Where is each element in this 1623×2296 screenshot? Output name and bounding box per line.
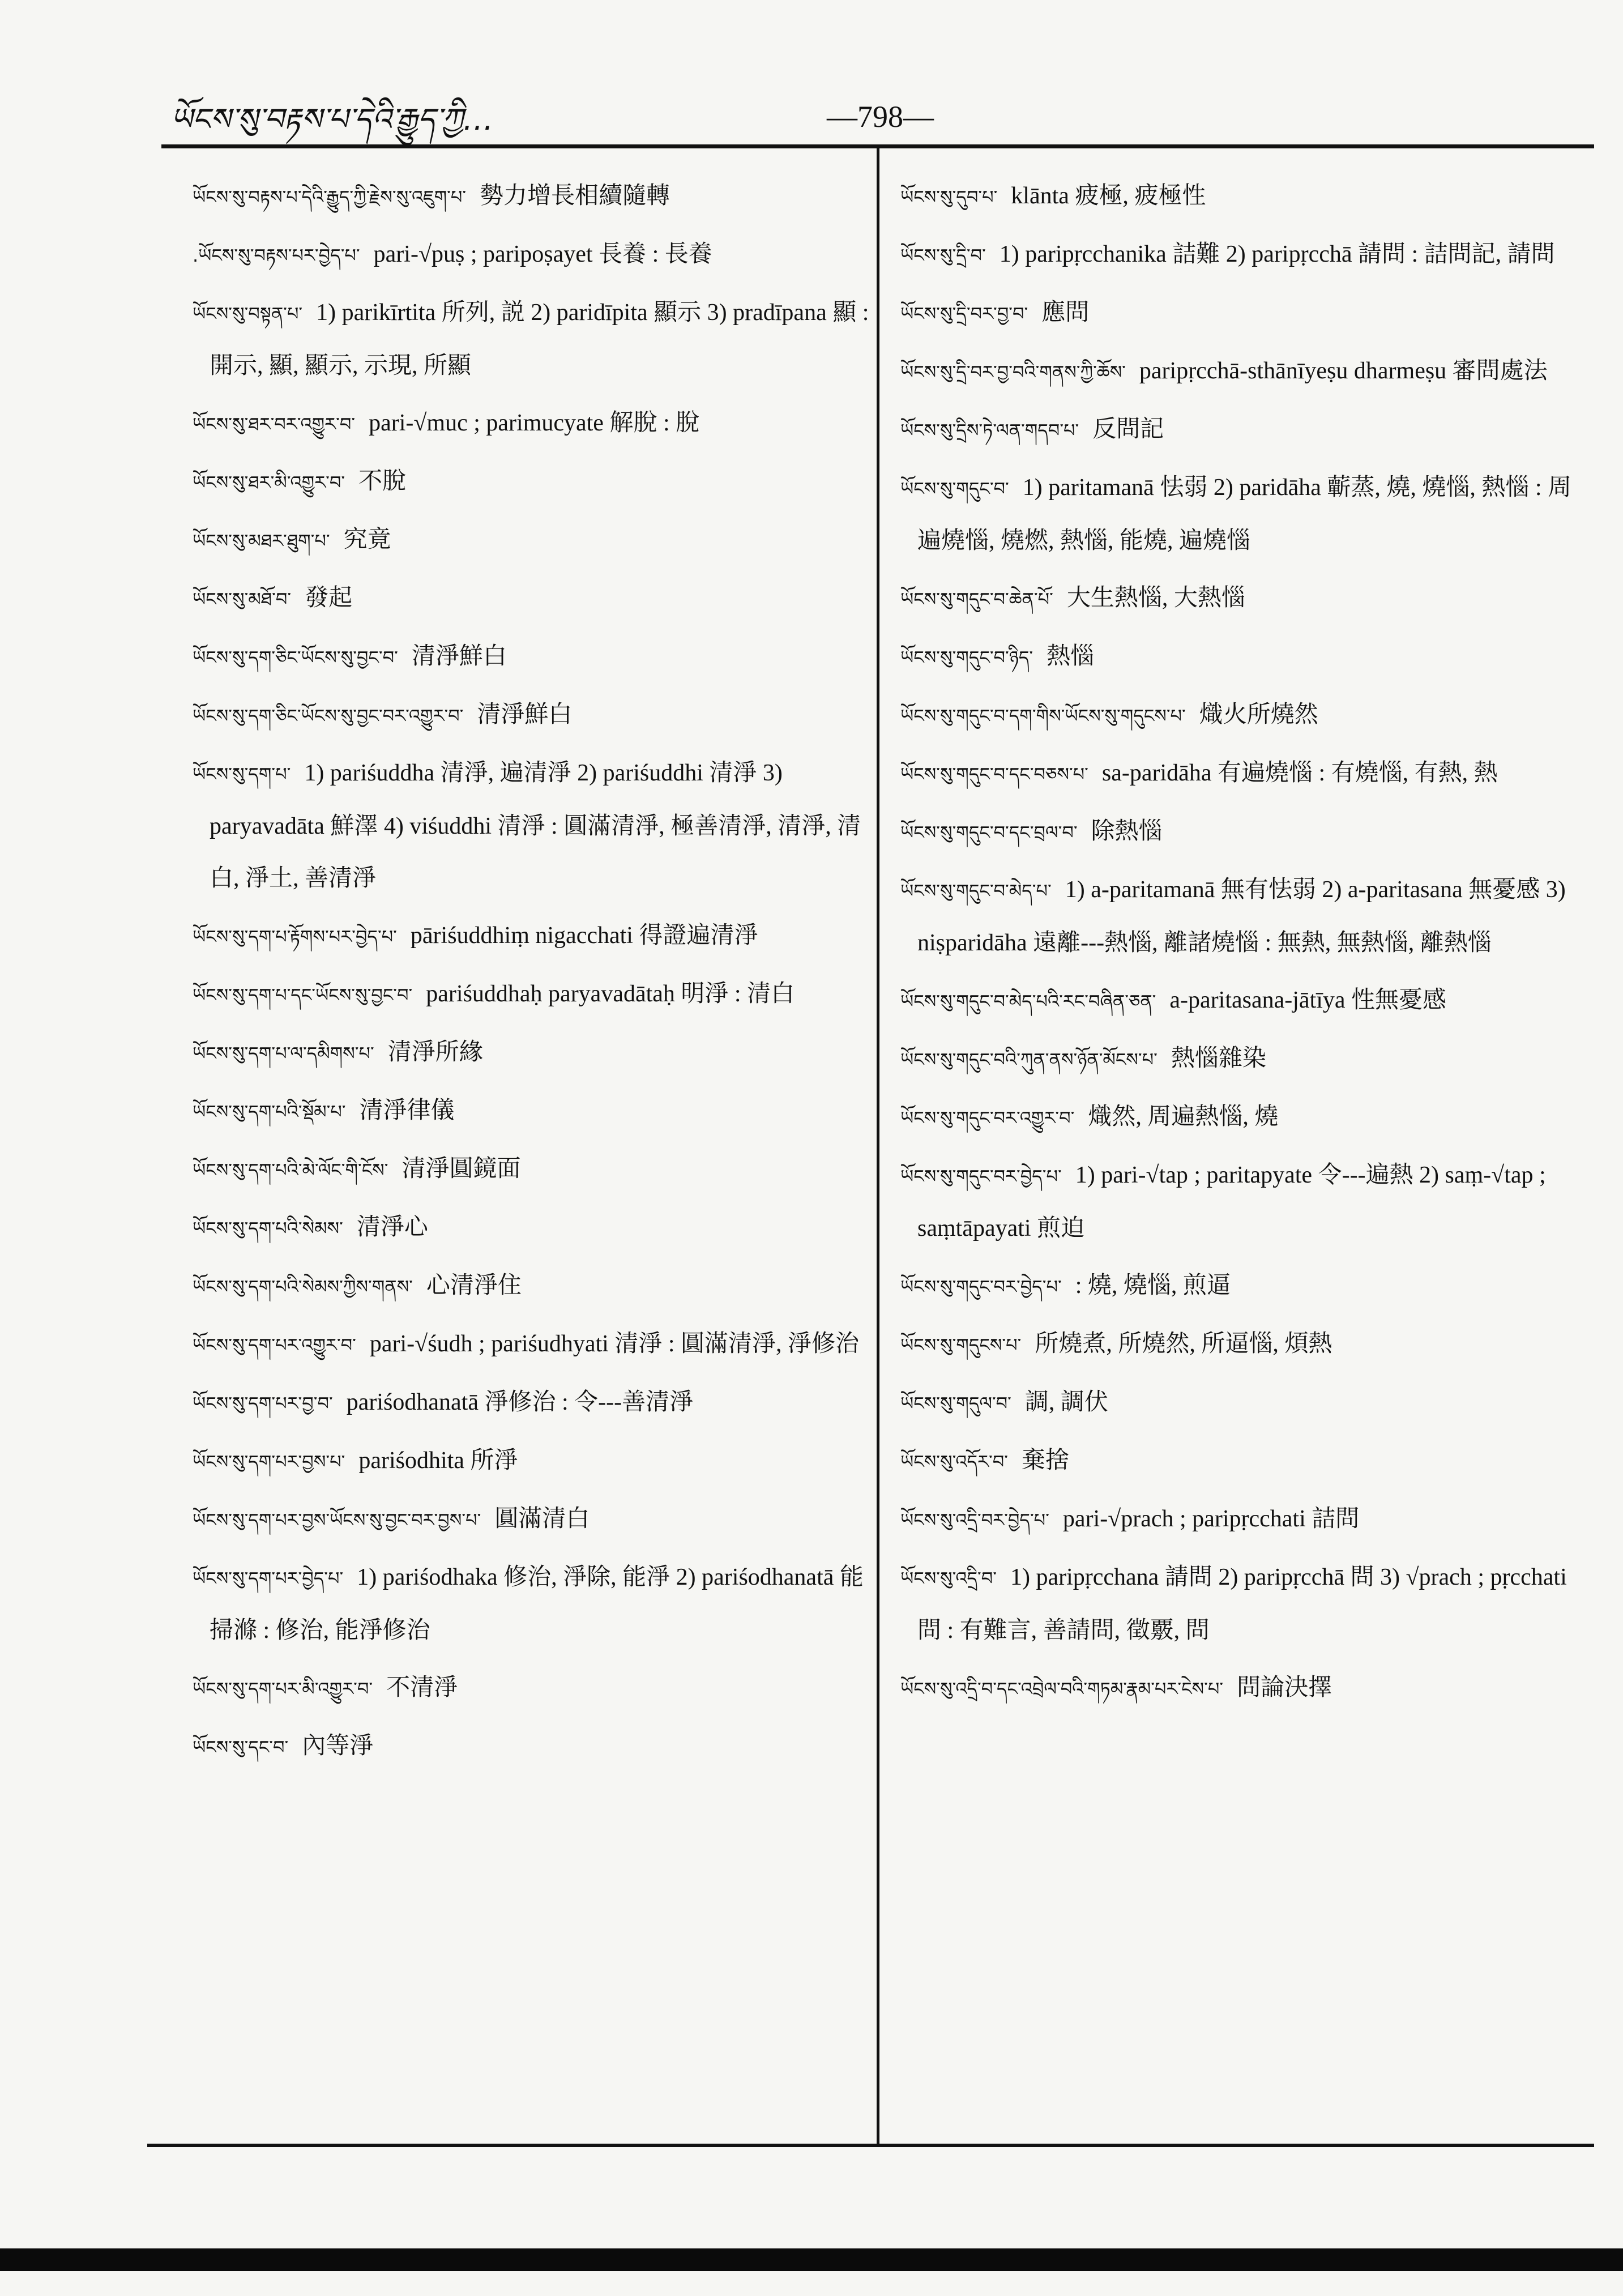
top-rule (161, 144, 1594, 148)
entry-definition: sa-paridāha 有遍燒惱 : 有燒惱, 有熱, 熱 (1101, 760, 1498, 786)
entry-definition: 反問記 (1092, 416, 1164, 442)
dictionary-entry (193, 397, 883, 450)
dictionary-entry (193, 287, 883, 392)
tibetan-headword: ཡོངས་སུ་དག་པར་བྱས་ཡོངས་སུ་བྱང་བར་བྱས་པ་ (193, 1509, 481, 1531)
entry-definition: 問論決擇 (1237, 1675, 1332, 1701)
dictionary-entry (900, 1032, 1591, 1086)
dictionary-entry (193, 572, 883, 625)
tibetan-headword: ཡོངས་སུ་དག་པར་བྱེད་པ་ (193, 1568, 344, 1589)
dictionary-entry (900, 228, 1591, 281)
dictionary-entry (900, 1260, 1591, 1313)
dictionary-entry (193, 630, 883, 684)
tibetan-headword: ཡོངས་སུ་གདུང་བ་མེད་པའི་རང་བཞིན་ཅན་ (900, 991, 1156, 1012)
tibetan-headword: ཡོངས་སུ་དྲིས་ཏེ་ལན་གདབ་པ་ (900, 420, 1079, 441)
dictionary-entry (193, 514, 883, 567)
tibetan-headword: ཡོངས་སུ་གདུང་བ་ཆེན་པོ་ (900, 588, 1053, 610)
tibetan-headword: ཡོངས་སུ་གདུང་བ་དག་གིས་ཡོངས་སུ་གདུངས་པ་ (900, 705, 1186, 727)
entry-definition: 1) paritamanā 怯弱 2) paridāha 蘄蒸, 燒, 燒惱, 熱惱 : 周遍燒惱, 燒燃, 熱惱, 能燒, 遍燒惱 (917, 475, 1572, 554)
dictionary-entry (900, 974, 1591, 1027)
entry-definition: 清淨所緣 (387, 1039, 483, 1065)
entry-definition: 1) pariśodhaka 修治, 淨除, 能淨 2) pariśodhanatā 能掃滌 : 修治, 能淨修治 (210, 1564, 864, 1644)
tibetan-headword: ཡོངས་སུ་དག་པར་བྱ་བ་ (193, 1393, 333, 1414)
tibetan-headword: ཡོངས་སུ་དག་པར་མི་འགྱུར་བ་ (193, 1678, 373, 1700)
entry-definition: 熾火所燒然 (1199, 702, 1318, 728)
dictionary-entry (193, 1143, 883, 1196)
tibetan-headword: ཡོངས་སུ་འདྲི་བར་བྱེད་པ་ (900, 1509, 1049, 1531)
tibetan-headword: ཡོངས་སུ་གདུང་བ་མེད་པ་ (900, 880, 1052, 902)
tibetan-headword: ཡོངས་སུ་དག་པའི་སྡོམ་པ་ (193, 1101, 346, 1123)
tibetan-headword: ཡོངས་སུ་འདྲི་བ་དང་འབྲེལ་བའི་གཏམ་རྣམ་པར་ངེས་པ་ (900, 1678, 1224, 1700)
dictionary-entry (900, 1091, 1591, 1144)
entry-definition: pari-√puṣ ; paripoṣayet 長養 : 長養 (373, 241, 712, 267)
dictionary-entry (193, 1085, 883, 1138)
tibetan-headword: ཡོངས་སུ་དག་ཅིང་ཡོངས་སུ་བྱང་བར་འགྱུར་བ་ (193, 705, 464, 727)
entry-definition: paripṛcchā-sthānīyeṣu dharmeṣu 審問處法 (1139, 358, 1548, 384)
dictionary-entry (193, 1435, 883, 1488)
tibetan-headword: ཡོངས་སུ་འདྲི་བ་ (900, 1568, 997, 1589)
tibetan-headword: ཡོངས་སུ་དག་པའི་མེ་ལོང་གི་ངོས་ (193, 1159, 388, 1181)
page-number: —798— (827, 100, 934, 134)
dictionary-entry (900, 462, 1591, 567)
tibetan-headword: ཡོངས་སུ་གདུངས་པ་ (900, 1334, 1022, 1356)
tibetan-headword: ཡོངས་སུ་དང་བ་ (193, 1736, 289, 1758)
dictionary-entry (193, 455, 883, 509)
right-column (900, 170, 1591, 1720)
dictionary-entry (900, 1149, 1591, 1254)
entry-definition: 大生熱惱, 大熱惱 (1066, 585, 1245, 611)
tibetan-headword: .ཡོངས་སུ་བརྟས་པར་བྱེད་པ་ (193, 245, 360, 266)
dictionary-entry (193, 1551, 883, 1657)
tibetan-headword: ཡོངས་སུ་དག་པར་འགྱུར་བ་ (193, 1334, 356, 1356)
dictionary-entry (193, 1493, 883, 1546)
tibetan-headword: ཡོངས་སུ་དག་པའི་སེམས་ (193, 1218, 343, 1239)
entry-definition: 清淨圓鏡面 (402, 1156, 521, 1182)
tibetan-headword: ཡོངས་སུ་དྲི་བར་བྱ་བ་ (900, 303, 1028, 325)
entry-definition: 棄捨 (1021, 1448, 1069, 1474)
entry-definition: 熾然, 周遍熱惱, 燒 (1088, 1104, 1279, 1130)
tibetan-headword: ཡོངས་སུ་དག་པ་ (193, 763, 291, 785)
dictionary-entry (193, 910, 883, 963)
tibetan-headword: ཡོངས་སུ་བསྟན་པ་ (193, 303, 303, 325)
tibetan-headword: ཡོངས་སུ་ཐར་བར་འགྱུར་བ་ (193, 413, 356, 435)
dictionary-entry (900, 345, 1591, 398)
tibetan-headword: ཡོངས་སུ་གདུང་བར་འགྱུར་བ་ (900, 1107, 1075, 1129)
running-head: ཡོངས་སུ་བརྟས་པ་དེའི་རྒྱུད་ཀྱི… (170, 101, 494, 137)
dictionary-entry (193, 228, 883, 281)
entry-definition: 1) a-paritamanā 無有怯弱 2) a-paritasana 無憂感 3) niṣparidāha 遠離---熱惱, 離諸燒惱 : 無熱, 無熱惱, 離熱惱 (917, 877, 1566, 956)
dictionary-entry (193, 1260, 883, 1313)
dictionary-entry (900, 805, 1591, 859)
dictionary-entry (900, 1551, 1591, 1657)
entry-definition: 所燒煮, 所燒然, 所逼惱, 煩熱 (1035, 1331, 1332, 1357)
entry-definition: pariśodhita 所淨 (358, 1448, 518, 1474)
tibetan-headword: ཡོངས་སུ་ཐར་མི་འགྱུར་བ་ (193, 472, 345, 493)
entry-definition: 清淨鮮白 (411, 643, 507, 669)
entry-definition: 圓滿清白 (494, 1506, 590, 1532)
dictionary-entry (900, 1318, 1591, 1371)
tibetan-headword: ཡོངས་སུ་གདུང་བར་བྱེད་པ་ (900, 1166, 1062, 1187)
entry-definition: 除熱惱 (1091, 818, 1163, 844)
dictionary-entry (193, 747, 883, 904)
dictionary-entry (900, 1662, 1591, 1715)
entry-definition: 1) paripṛcchanika 詰難 2) paripṛcchā 請問 : 詰問記, 請問 (999, 241, 1555, 267)
entry-definition: 1) pari-√tap ; paritapyate 令---遍熱 2) saṃ-√tap ; saṃtāpayati 煎迫 (917, 1162, 1546, 1241)
entry-definition: 應問 (1041, 300, 1090, 326)
dictionary-entry (900, 864, 1591, 969)
dictionary-entry (193, 1026, 883, 1079)
tibetan-headword: ཡོངས་སུ་བརྟས་པ་དེའི་རྒྱུད་ཀྱི་རྗེས་སུ་འཇུག་པ་ (193, 186, 467, 208)
bottom-rule (147, 2144, 1594, 2147)
entry-definition: 熱惱雜染 (1171, 1045, 1266, 1072)
dictionary-entry (900, 1376, 1591, 1429)
entry-definition: a-paritasana-jātīya 性無憂感 (1169, 987, 1447, 1013)
dictionary-entry (193, 170, 883, 223)
entry-definition: pariśuddhaḥ paryavadātaḥ 明淨 : 清白 (426, 981, 795, 1007)
tibetan-headword: ཡོངས་སུ་དག་པར་བྱས་པ་ (193, 1451, 345, 1473)
dictionary-entry (900, 747, 1591, 800)
entry-definition: pari-√muc ; parimucyate 解脫 : 脫 (369, 410, 700, 436)
entry-definition: pariśodhanatā 淨修治 : 令---善清淨 (346, 1389, 694, 1415)
dictionary-entry (900, 170, 1591, 223)
entry-definition: 1) parikīrtita 所列, 説 2) paridīpita 顯示 3) pradīpana 顯 : 開示, 顯, 顯示, 示現, 所顯 (210, 300, 869, 379)
entry-definition: 調, 調伏 (1024, 1389, 1108, 1415)
tibetan-headword: ཡོངས་སུ་དག་པ་དང་ཡོངས་སུ་བྱང་བ་ (193, 984, 413, 1006)
tibetan-headword: ཡོངས་སུ་གདུང་བ་དང་བཅས་པ་ (900, 763, 1088, 785)
tibetan-headword: ཡོངས་སུ་དག་ཅིང་ཡོངས་སུ་བྱང་བ་ (193, 647, 398, 668)
tibetan-headword: ཡོངས་སུ་གདུང་བར་བྱེད་པ་ (900, 1276, 1062, 1298)
tibetan-headword: ཡོངས་སུ་དག་པ་ལ་དམིགས་པ་ (193, 1043, 374, 1064)
bottom-scan-band (0, 2248, 1623, 2271)
dictionary-entry (193, 968, 883, 1021)
tibetan-headword: ཡོངས་སུ་གདུལ་བ་ (900, 1393, 1011, 1414)
entry-definition: 心清淨住 (426, 1273, 522, 1299)
tibetan-headword: ཡོངས་སུ་མཐར་ཐུག་པ་ (193, 530, 330, 552)
entry-definition: pari-√śudh ; pariśudhyati 清淨 : 圓滿清淨, 淨修治 (369, 1331, 860, 1357)
tibetan-headword: ཡོངས་སུ་དག་པ་རྟོགས་པར་བྱེད་པ་ (193, 926, 397, 948)
entry-definition: 清淨鮮白 (477, 702, 573, 728)
dictionary-entry (193, 1318, 883, 1371)
tibetan-headword: ཡོངས་སུ་གདུང་བ་ཉིད་ (900, 647, 1033, 668)
dictionary-entry (900, 287, 1591, 340)
dictionary-entry (193, 689, 883, 742)
entry-definition: 究竟 (343, 527, 391, 553)
tibetan-headword: ཡོངས་སུ་མཐོ་བ་ (193, 588, 292, 610)
entry-definition: : 燒, 燒惱, 煎逼 (1075, 1273, 1231, 1299)
entry-definition: klānta 疲極, 疲極性 (1011, 183, 1206, 209)
entry-definition: 勢力增長相續隨轉 (480, 183, 670, 209)
dictionary-entry (900, 1435, 1591, 1488)
entry-definition: 內等淨 (302, 1733, 374, 1759)
dictionary-entry (193, 1201, 883, 1254)
entry-definition: 熱惱 (1047, 643, 1095, 669)
tibetan-headword: ཡོངས་སུ་གདུང་བའི་ཀུན་ནས་ཉོན་མོངས་པ་ (900, 1049, 1158, 1070)
entry-definition: 發起 (305, 585, 353, 611)
tibetan-headword: ཡོངས་སུ་དུབ་པ་ (900, 186, 998, 208)
entry-definition: 不脫 (358, 468, 407, 494)
tibetan-headword: ཡོངས་སུ་གདུང་བ་དང་བྲལ་བ་ (900, 822, 1078, 843)
entry-definition: pari-√prach ; paripṛcchati 詰問 (1062, 1506, 1360, 1532)
entry-definition: 1) pariśuddha 清淨, 遍清淨 2) pariśuddhi 清淨 3) paryavadāta 鮮澤 4) viśuddhi 清淨 : 圓滿清淨, 極善清淨, 清淨, 清白, 淨土, 善清淨 (210, 760, 861, 891)
entry-definition: 1) paripṛcchana 請問 2) paripṛcchā 問 3) √prach ; pṛcchati 問 : 有難言, 善請問, 徵覈, 問 (917, 1564, 1567, 1644)
dictionary-entry (900, 689, 1591, 742)
dictionary-entry (900, 403, 1591, 456)
entry-definition: 不清淨 (386, 1675, 458, 1701)
dictionary-entry (900, 572, 1591, 625)
dictionary-entry (900, 630, 1591, 684)
dictionary-entry (193, 1376, 883, 1429)
tibetan-headword: ཡོངས་སུ་གདུང་བ་ (900, 478, 1009, 500)
entry-definition: 清淨律儀 (359, 1098, 455, 1124)
tibetan-headword: ཡོངས་སུ་དྲི་བ་ (900, 245, 986, 266)
dictionary-entry (193, 1720, 883, 1773)
tibetan-headword: ཡོངས་སུ་དྲི་བར་བྱ་བའི་གནས་ཀྱི་ཆོས་ (900, 361, 1126, 383)
left-column (193, 170, 883, 1778)
tibetan-headword: ཡོངས་སུ་འདོར་བ་ (900, 1451, 1008, 1473)
tibetan-headword: ཡོངས་སུ་དག་པའི་སེམས་ཀྱིས་གནས་ (193, 1276, 413, 1298)
entry-definition: pāriśuddhiṃ nigacchati 得證遍清淨 (410, 923, 758, 949)
entry-definition: 清淨心 (356, 1214, 428, 1240)
dictionary-entry (193, 1662, 883, 1715)
dictionary-entry (900, 1493, 1591, 1546)
